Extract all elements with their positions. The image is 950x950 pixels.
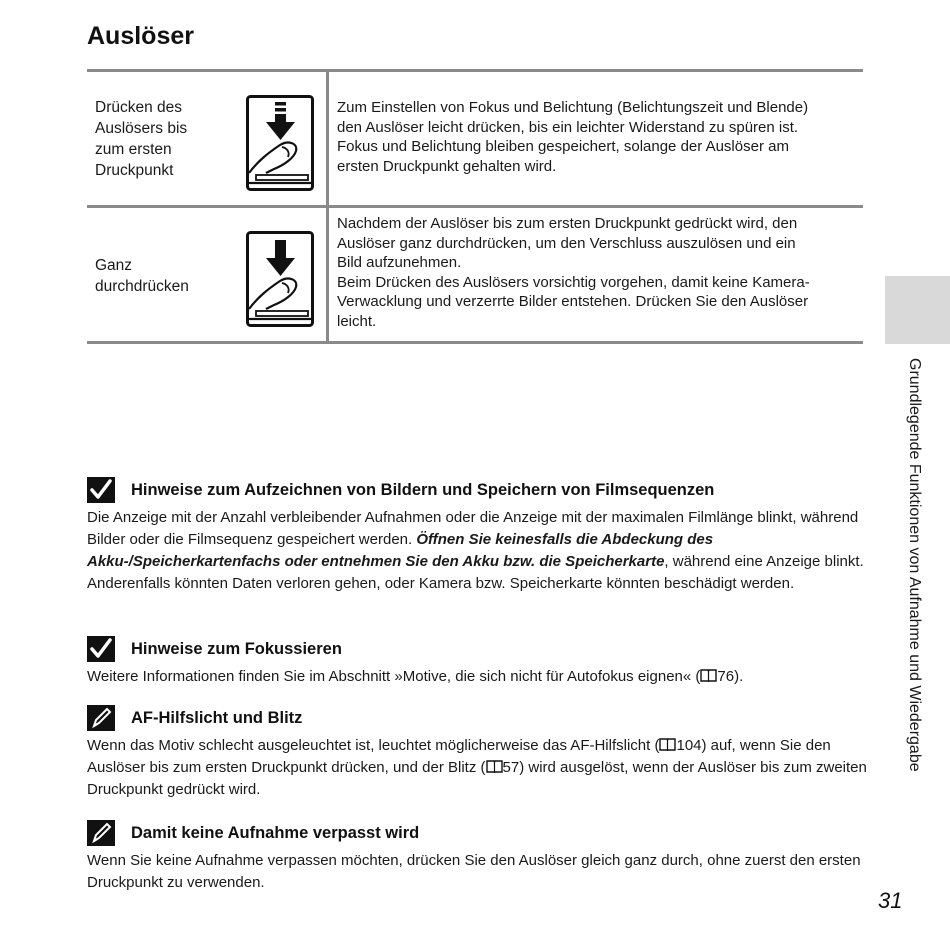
pencil-note-icon (87, 705, 115, 731)
table-row (87, 72, 863, 205)
pencil-note-icon (87, 820, 115, 846)
page-title: Auslöser (87, 22, 194, 50)
page-number: 31 (878, 888, 903, 913)
note-body: Wenn Sie keine Aufnahme verpassen möchten, drücken Sie den Auslöser gleich ganz durch, ohne zuerst den ersten Druckpunkt zu verwenden. (87, 852, 861, 891)
note-body: Wenn das Motiv schlecht ausgeleuchtet ist, leuchtet möglicherweise das AF-Hilfslicht ( 104) auf, wenn Sie den Auslöser bis zum ersten Druckpunkt drücken, und der Blitz ( 57) wird ausgelöst, wenn der Auslöser bis zum zweiten Druckpunkt gedrückt wird. (87, 737, 867, 798)
note-body: Weitere Informationen finden Sie im Abschnitt »Motive, die sich nicht für Autofokus eignen« ( 76). (87, 668, 744, 685)
caution-check-icon (87, 477, 115, 503)
half-press-shutter-icon (246, 95, 314, 191)
section-tab-label: Grundlegende Funktionen von Aufnahme und Wiedergabe (906, 358, 923, 772)
column-divider (326, 208, 329, 341)
row-label: Ganz durchdrücken (95, 257, 189, 295)
full-press-shutter-icon (246, 231, 314, 327)
note-body: Die Anzeige mit der Anzahl verbleibender Aufnahmen oder die Anzeige mit der maximalen Filmlänge blinkt, während Bilder oder die Filmsequenz gespeichert werden. Öffnen Sie keinesfalls die Abdeckung des Akku-/Speicherkartenfachs oder entnehmen Sie den Akku bzw. die Speicherkarte, während eine Anzeige blinkt. Anderenfalls könnten Daten verloren gehen, oder Kamera bzw. Speicherkarte könnten beschädigt werden. (87, 509, 864, 592)
book-ref-icon (486, 758, 503, 771)
shutter-table (87, 69, 863, 344)
note-focusing (87, 636, 867, 688)
note-title: Hinweise zum Aufzeichnen von Bildern und Speichern von Filmsequenzen (131, 481, 715, 499)
note-title: AF-Hilfslicht und Blitz (131, 709, 303, 727)
note-emphasis: Öffnen Sie keinesfalls die Abdeckung des Akku-/Speicherkartenfachs oder entnehmen Sie den Akku bzw. die Speicherkarte (87, 531, 714, 570)
table-bottom-rule (87, 341, 863, 344)
column-divider (326, 72, 329, 205)
row-label: Drücken des Auslösers bis zum ersten Druckpunkt (95, 99, 188, 179)
table-row (87, 208, 863, 341)
note-title: Damit keine Aufnahme verpasst wird (131, 824, 420, 842)
section-tab (885, 276, 950, 344)
book-ref-icon (659, 736, 676, 749)
book-ref-icon (700, 667, 717, 680)
note-recording (87, 477, 867, 595)
row-description: Nachdem der Auslöser bis zum ersten Druckpunkt gedrückt wird, den Auslöser ganz durchdrücken, um den Verschluss auszulösen und ein Bild aufzunehmen. Beim Drücken des Auslösers vorsichtig vorgehen, damit keine Kamera- Verwacklung und verzerrte Bilder entstehen. Drücken Sie den Auslöser leicht. (337, 215, 810, 330)
caution-check-icon (87, 636, 115, 662)
note-title: Hinweise zum Fokussieren (131, 640, 342, 658)
note-no-missed-shot (87, 820, 867, 894)
row-description: Zum Einstellen von Fokus und Belichtung (Belichtungszeit und Blende) den Auslöser leicht drücken, bis ein leichter Widerstand zu spüren ist. Fokus und Belichtung bleiben gespeichert, solange der Auslöser am ersten Druckpunkt gehalten wird. (337, 99, 809, 175)
note-af-assist (87, 705, 867, 801)
